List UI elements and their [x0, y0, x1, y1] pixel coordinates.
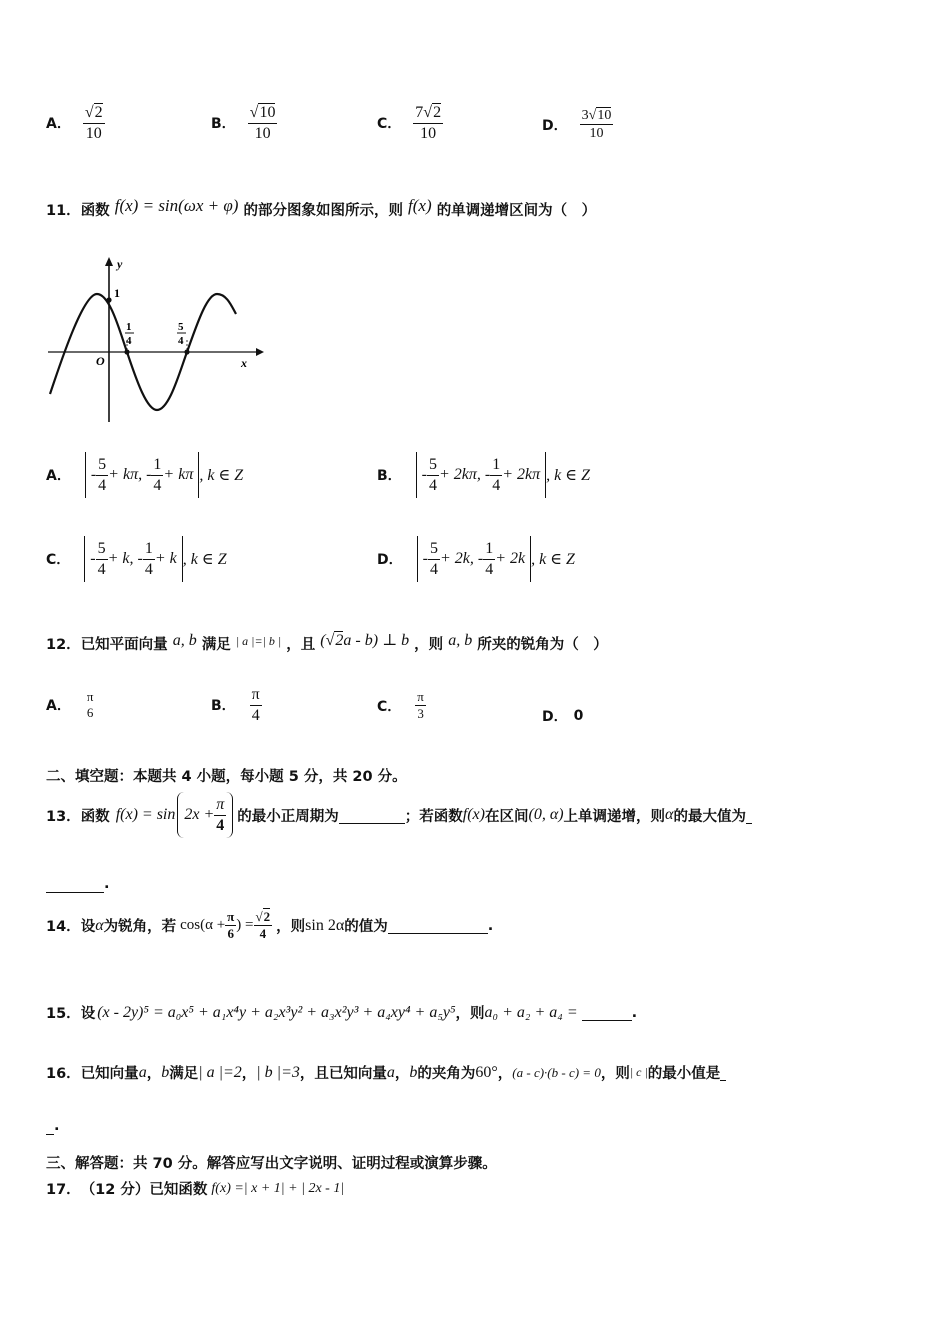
q12-option-c: C． $\frac{\pi}{3}$	[377, 689, 424, 722]
origin-label: O	[96, 354, 105, 368]
interval-expression: - $\frac{5}{4}$ + kπ, - $\frac{1}{4}$ + kπ , k ∈ Z	[85, 452, 243, 498]
sine-graph	[44, 252, 264, 424]
option-label: A．	[46, 698, 71, 715]
option-label: C．	[46, 552, 71, 568]
q16-stem: 16． 已知向量 a ， b 满足 | a |=2 ， | b |=3 ，且已知向量 a ， b 的夹角为 60° ， (a - c)·(b - c) = 0 ，则 | c | 的最小值是	[46, 1062, 726, 1083]
option-label: A．	[46, 116, 71, 133]
option-label: B．	[377, 468, 402, 484]
option-label: B．	[211, 698, 236, 715]
q13-stem: 13． 函数 f(x) = sin 2x + $\frac{\pi}{4}$ 的最小正周期为 ；若函数 f(x) 在区间 (0, α) 上单调递增，则 α 的最大值为	[46, 792, 752, 838]
fraction: $\frac{√10}{10}$	[249, 104, 276, 142]
q12-option-d	[542, 706, 583, 726]
point-zero-1	[124, 349, 129, 354]
answer-blank[interactable]	[582, 1004, 632, 1021]
section-3-heading: 三、解答题：共 70 分。解答应写出文字说明、证明过程或演算步骤。	[46, 1156, 497, 1172]
q12-option-b: B． $\frac{\pi}{4}$	[211, 686, 260, 724]
q16-continuation: .	[46, 1118, 60, 1135]
option-label: C．	[377, 116, 402, 133]
interval-expression: - $\frac{5}{4}$ + 2k, - $\frac{1}{4}$ + 2k , k ∈ Z	[417, 536, 575, 582]
option-label: D．	[377, 552, 403, 568]
q11-option-d	[377, 536, 575, 582]
y-axis-arrow	[105, 257, 113, 266]
q10-option-a	[46, 104, 105, 142]
option-label: C．	[377, 698, 402, 715]
formula: f(x) = sin(ωx + φ)	[114, 196, 239, 215]
q15-stem: 15． 设 (x - 2y)⁵ = a₀x⁵ + a₁x⁴y + a₂x³y² + a₃x²y³ + a₄xy⁴ + a₅y⁵ ，则 a₀ + a₂ + a₄ = .	[46, 1003, 638, 1022]
q17-stem: 17． （12 分）已知函数 f(x) =| x + 1| + | 2x - 1|	[46, 1180, 345, 1198]
q11-stem: 11．函数 f(x) = sin(ωx + φ) 的部分图象如图所示，则 f(x) 的单调递增区间为（ ）	[46, 196, 597, 219]
answer-blank[interactable]	[720, 1064, 726, 1081]
point-y-intercept	[106, 297, 111, 302]
q11-option-b	[377, 452, 590, 498]
q11-option-c	[46, 536, 227, 582]
option-label: B．	[211, 116, 236, 133]
option-value: 0	[573, 708, 584, 724]
section-2-heading: 二、填空题：本题共 4 小题，每小题 5 分，共 20 分。	[46, 769, 407, 785]
q10-option-b	[211, 104, 277, 142]
option-label: D．	[542, 117, 568, 134]
q14-stem: 14． 设 α 为锐角，若 cos(α + $\frac{\pi}{6}$ ) = $\frac{√2}{4}$ ，则 sin 2α 的值为 .	[46, 909, 494, 942]
y-axis-label: y	[117, 257, 123, 271]
q12-stem: 12．已知平面向量 a, b 满足 $^{| a |=| b |}$ ，且 (√2a - b) ⊥ b ，则 a, b 所夹的锐角为（ ）	[46, 632, 608, 653]
interval-expression: - $\frac{5}{4}$ + 2kπ, - $\frac{1}{4}$ + 2kπ , k ∈ Z	[416, 452, 590, 498]
formula: f(x)	[408, 196, 432, 215]
x-tick-label-num: 1	[126, 321, 132, 333]
fraction: $\frac{3√10}{10}$	[581, 108, 612, 142]
answer-blank[interactable]	[746, 807, 752, 824]
fraction: $\frac{7√2}{10}$	[415, 104, 442, 142]
option-label: D．	[542, 709, 568, 725]
y-tick-label: 1	[114, 286, 120, 300]
point-zero-2	[184, 349, 189, 354]
x-tick-label-num: 5	[178, 321, 184, 333]
answer-blank[interactable]	[339, 807, 405, 824]
q13-continuation: .	[46, 876, 110, 893]
answer-blank[interactable]	[46, 876, 104, 893]
option-label: A．	[46, 468, 71, 484]
answer-blank[interactable]	[388, 917, 488, 934]
x-tick-label-den: 4	[126, 335, 132, 347]
fraction: $\frac{√2}{10}$	[84, 104, 103, 142]
q12-option-a: A． π 6	[46, 689, 94, 721]
x-axis-label: x	[241, 356, 247, 370]
q10-option-d	[542, 108, 613, 142]
answer-blank[interactable]	[46, 1118, 54, 1135]
q10-option-c	[377, 104, 443, 142]
x-tick-label-den: 4	[178, 335, 184, 347]
q11-option-a	[46, 452, 243, 498]
x-axis-arrow	[256, 348, 264, 356]
interval-expression: - $\frac{5}{4}$ + k, - $\frac{1}{4}$ + k , k ∈ Z	[84, 536, 226, 582]
